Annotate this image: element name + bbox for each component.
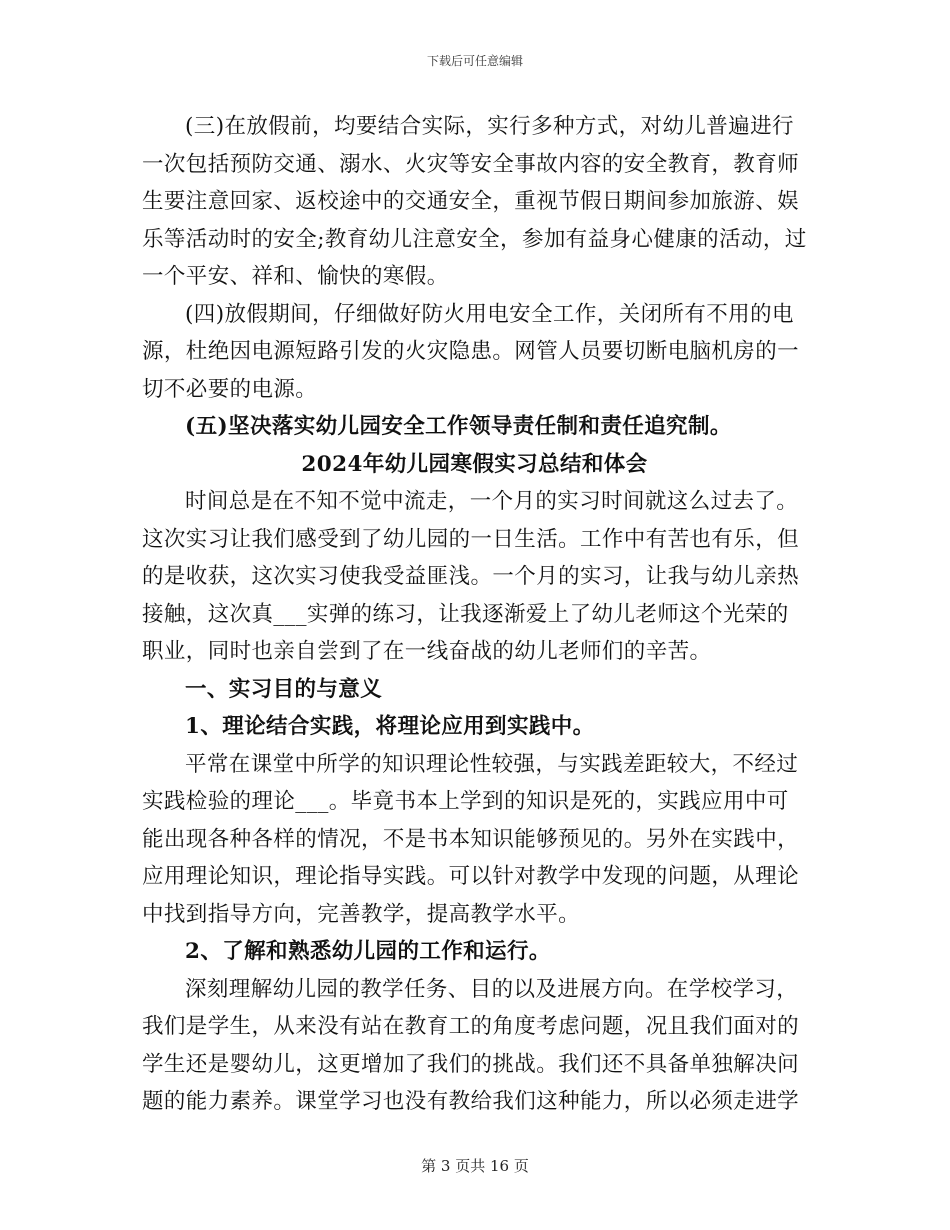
heading-theory-practice: 1、理论结合实践，将理论应用到实践中。 [185,714,595,739]
paragraph-kindergarten-operation: 深刻理解幼儿园的教学任务、目的以及进展方向。在学校学习，我们是学生，从来没有站在教育工的角度考虑问题，况且我们面对的学生还是婴幼儿，这更增加了我们的挑战。我们还不具备单独解决问题的能力素养。课堂学习也没有教给我们这种能力，所以必须走进学 [142,976,800,1114]
paragraph-theory-practice: 平常在课堂中所学的知识理论性较强，与实践差距较大，不经过实践检验的理论___。毕竟书本上学到的知识是死的，实践应用中可能出现各种各样的情况，不是书本知识能够预见的。另外在实践中，应用理论知识，理论指导实践。可以针对教学中发现的问题，从理论中找到指导方向，完善教学，提高教学水平。 [142,751,800,927]
paragraph-intro: 时间总是在不知不觉中流走，一个月的实习时间就这么过去了。这次实习让我们感受到了幼儿园的一日生活。工作中有苦也有乐，但的是收获，这次实习使我受益匪浅。一个月的实习，让我与幼儿亲热接触，这次真___实弹的练习，让我逐渐爱上了幼儿老师这个光荣的职业，同时也亲自尝到了在一线奋战的幼儿老师们的辛苦。 [142,489,800,664]
page-header: 下载后可任意编辑 [426,54,523,68]
paragraph-holiday-safety-education: (三)在放假前，均要结合实际，实行多种方式，对幼儿普遍进行一次包括预防交通、溺水、火灾等安全事故内容的安全教育，教育师生要注意回家、返校途中的交通安全，重视节假日期间参加旅游、娱乐等活动时的安全;教育幼儿注意安全，参加有益身心健康的活动，过一个平安、祥和、愉快的寒假。 [142,114,807,289]
paragraph-responsibility-system: (五)坚决落实幼儿园安全工作领导责任制和责任追究制。 [185,414,732,439]
document-body [142,108,807,1121]
page-footer: 第 3 页共 16 页 [421,1157,529,1175]
heading-purpose: 一、实习目的与意义 [185,676,383,702]
paragraph-fire-electric-safety: (四)放假期间，仔细做好防火用电安全工作，关闭所有不用的电源，杜绝因电源短路引发的火灾隐患。网管人员要切断电脑机房的一切不必要的电源。 [142,301,800,402]
section-title: 2024年幼儿园寒假实习总结和体会 [301,451,648,477]
heading-kindergarten-operation: 2、了解和熟悉幼儿园的工作和运行。 [185,939,551,964]
